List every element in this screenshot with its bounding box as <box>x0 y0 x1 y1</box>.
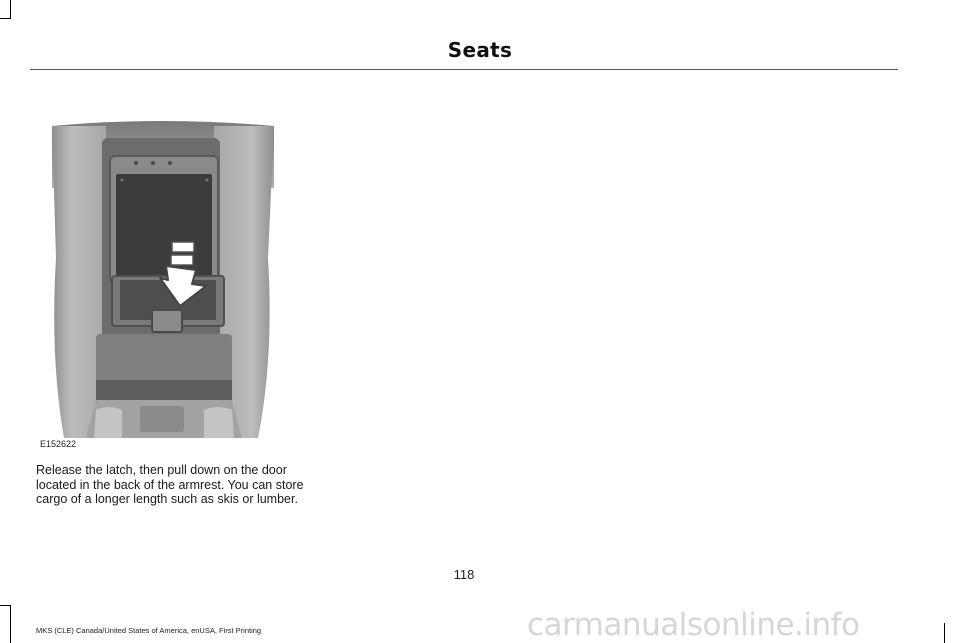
crop-mark-bottom-right-vertical <box>944 623 945 643</box>
page-number: 118 <box>453 567 475 582</box>
crop-mark-top-left-vertical <box>10 0 11 18</box>
crop-mark-bottom-left-vertical <box>10 605 11 643</box>
figure-id: E152622 <box>40 439 77 449</box>
armrest-illustration <box>36 118 284 438</box>
footer-text: MKS (CLE) Canada/United States of America, enUSA, First Printing <box>36 626 262 635</box>
crop-mark-top-left-horizontal <box>0 18 11 19</box>
section-title: Seats <box>447 38 513 62</box>
crop-mark-bottom-left-horizontal <box>0 605 11 606</box>
watermark: carmanualsonline.info <box>527 607 860 643</box>
body-paragraph: Release the latch, then pull down on the door located in the back of the armrest. You can store cargo of a longer length such as skis or lumber. <box>36 463 304 506</box>
header-rule <box>30 69 898 70</box>
